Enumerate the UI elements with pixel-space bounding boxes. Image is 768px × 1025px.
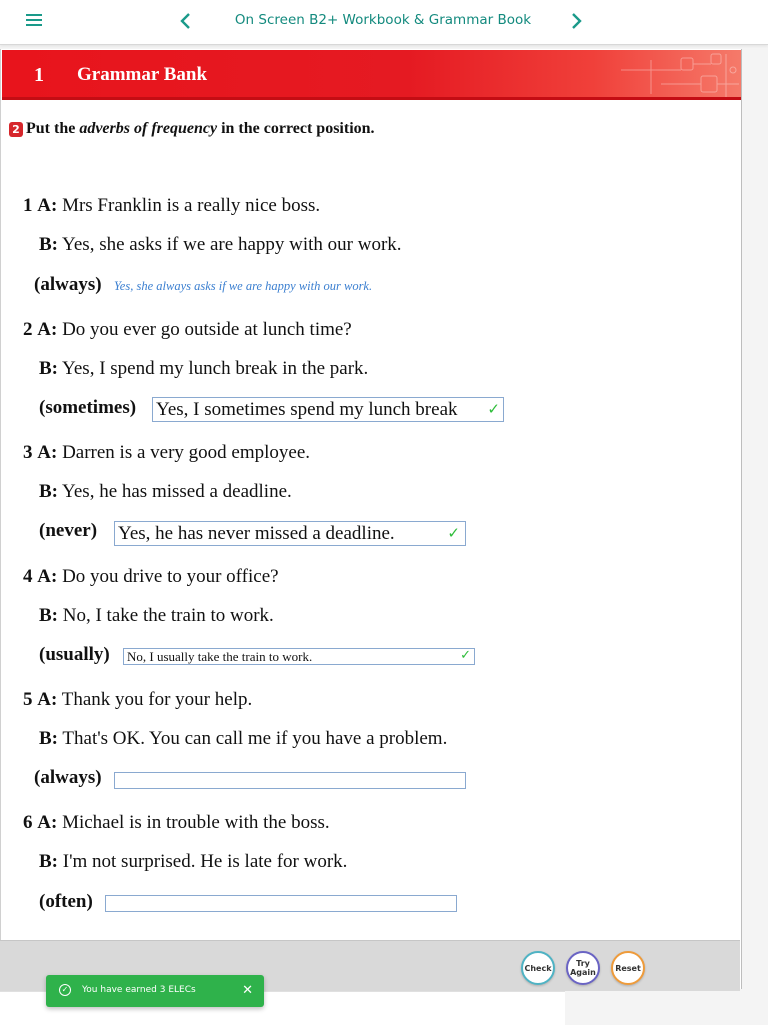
exercise-number-badge: 2 bbox=[9, 122, 23, 137]
try-again-label-line-2: Again bbox=[570, 968, 596, 977]
item-b-text: That's OK. You can call me if you have a problem. bbox=[62, 728, 448, 749]
item-4-answer-input[interactable] bbox=[123, 648, 475, 665]
item-1-hint: (always) bbox=[34, 274, 102, 295]
item-a-text: Mrs Franklin is a really nice boss. bbox=[62, 195, 321, 216]
speaker-a-label: A: bbox=[37, 812, 58, 833]
chevron-right-icon bbox=[564, 9, 588, 33]
item-2-answer-input[interactable] bbox=[152, 397, 504, 422]
app-title: On Screen B2+ Workbook & Grammar Book bbox=[234, 12, 532, 28]
speaker-b-label: B: bbox=[39, 481, 58, 502]
answer-text: Yes, I sometimes spend my lunch break bbox=[156, 399, 458, 420]
speaker-a-label: A: bbox=[37, 442, 58, 463]
answer-text: No, I usually take the train to work. bbox=[127, 649, 313, 664]
answer-text: Yes, he has never missed a deadline. bbox=[118, 523, 395, 544]
top-app-bar bbox=[0, 0, 768, 45]
reset-button[interactable]: Reset bbox=[611, 951, 645, 985]
speaker-a-label: A: bbox=[37, 319, 58, 340]
speaker-b-label: B: bbox=[39, 851, 58, 872]
speaker-a-label: A: bbox=[37, 195, 58, 216]
instruction-text-end: in the correct position. bbox=[221, 120, 375, 137]
item-5-b-line bbox=[39, 728, 447, 750]
item-6-hint: (often) bbox=[39, 891, 93, 912]
item-2-a-line bbox=[23, 319, 352, 341]
item-1-b-line bbox=[39, 234, 402, 256]
correct-check-icon: ✓ bbox=[487, 400, 500, 418]
item-b-text: No, I take the train to work. bbox=[62, 605, 274, 626]
speaker-b-label: B: bbox=[39, 234, 58, 255]
item-1-example-answer: Yes, she always asks if we are happy with our work. bbox=[114, 279, 373, 293]
next-page-button[interactable] bbox=[564, 9, 588, 33]
previous-page-button[interactable] bbox=[174, 9, 198, 33]
item-4-a-line bbox=[23, 566, 279, 588]
speaker-b-label: B: bbox=[39, 358, 58, 379]
try-again-label bbox=[570, 959, 596, 977]
check-circle-icon: ✓ bbox=[59, 984, 71, 996]
item-2-hint: (sometimes) bbox=[39, 397, 137, 418]
item-a-text: Thank you for your help. bbox=[61, 689, 253, 710]
item-5-a-line bbox=[23, 689, 252, 711]
circuit-decoration-icon bbox=[561, 50, 741, 100]
item-number: 1 bbox=[23, 195, 33, 216]
reward-toast bbox=[46, 975, 264, 1007]
unit-banner bbox=[2, 50, 741, 100]
item-number: 5 bbox=[23, 689, 33, 710]
item-a-text: Do you drive to your office? bbox=[62, 566, 279, 587]
item-b-text: Yes, he has missed a deadline. bbox=[62, 481, 292, 502]
item-a-text: Michael is in trouble with the boss. bbox=[62, 812, 330, 833]
unit-number: 1 bbox=[34, 64, 44, 86]
check-button[interactable]: Check bbox=[521, 951, 555, 985]
speaker-b-label: B: bbox=[39, 605, 58, 626]
hamburger-menu-icon[interactable] bbox=[26, 14, 42, 28]
item-a-text: Do you ever go outside at lunch time? bbox=[62, 319, 352, 340]
item-number: 6 bbox=[23, 812, 33, 833]
item-a-text: Darren is a very good employee. bbox=[62, 442, 311, 463]
item-5-hint: (always) bbox=[34, 767, 102, 788]
instruction-text-start: Put the bbox=[26, 120, 76, 137]
item-1-a-line bbox=[23, 195, 320, 217]
unit-title: Grammar Bank bbox=[77, 64, 208, 85]
item-b-text: Yes, she asks if we are happy with our work. bbox=[62, 234, 402, 255]
item-3-b-line bbox=[39, 481, 292, 503]
toast-message: You have earned 3 ELECs bbox=[82, 985, 196, 995]
exercise-instruction bbox=[9, 120, 375, 138]
item-3-a-line bbox=[23, 442, 310, 464]
item-4-hint: (usually) bbox=[39, 644, 110, 665]
try-again-label-line-1: Try bbox=[576, 959, 590, 968]
correct-check-icon: ✓ bbox=[447, 524, 460, 542]
item-4-b-line bbox=[39, 605, 274, 627]
item-6-a-line bbox=[23, 812, 330, 834]
speaker-a-label: A: bbox=[37, 689, 58, 710]
item-3-hint: (never) bbox=[39, 520, 98, 541]
close-icon[interactable]: ✕ bbox=[242, 983, 253, 998]
item-6-b-line bbox=[39, 851, 347, 873]
workbook-page bbox=[0, 49, 742, 989]
item-b-text: I'm not surprised. He is late for work. bbox=[62, 851, 348, 872]
item-b-text: Yes, I spend my lunch break in the park. bbox=[62, 358, 369, 379]
speaker-b-label: B: bbox=[39, 728, 58, 749]
speaker-a-label: A: bbox=[37, 566, 58, 587]
item-number: 3 bbox=[23, 442, 33, 463]
instruction-emphasis: adverbs of frequency bbox=[79, 120, 218, 137]
chevron-left-icon bbox=[174, 9, 198, 33]
item-6-answer-input[interactable] bbox=[105, 895, 457, 912]
item-number: 2 bbox=[23, 319, 33, 340]
item-2-b-line bbox=[39, 358, 368, 380]
item-5-answer-input[interactable] bbox=[114, 772, 466, 789]
item-3-answer-input[interactable] bbox=[114, 521, 466, 546]
correct-check-icon: ✓ bbox=[460, 648, 471, 663]
item-number: 4 bbox=[23, 566, 33, 587]
try-again-button[interactable] bbox=[566, 951, 600, 985]
